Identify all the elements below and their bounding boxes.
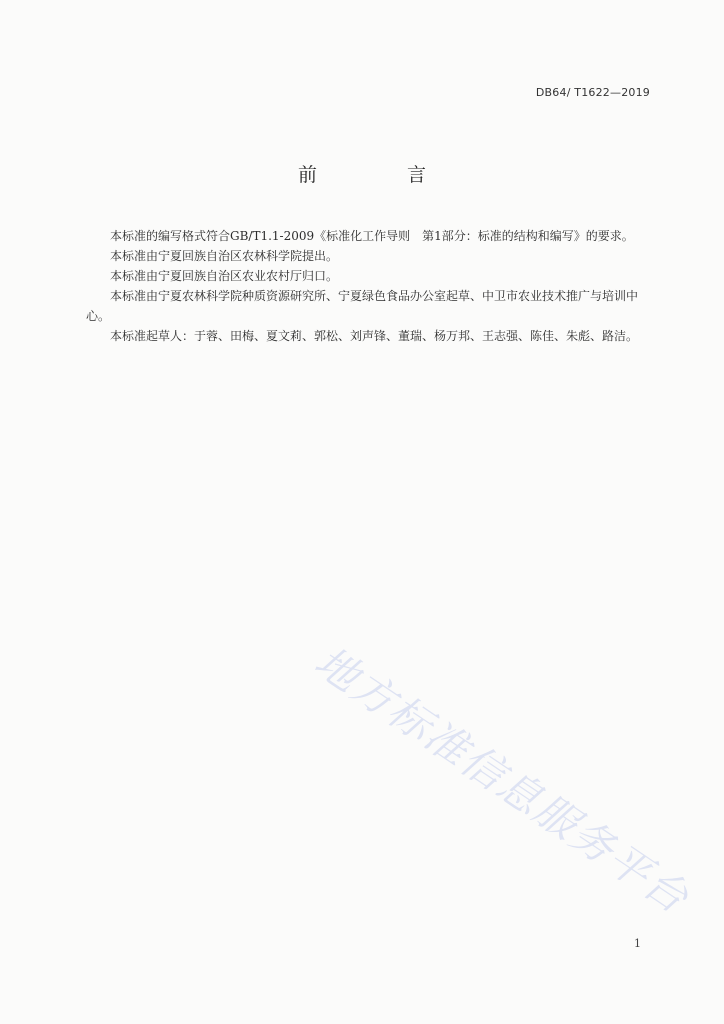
page-number: 1 bbox=[634, 937, 641, 950]
page-title: 前 言 bbox=[297, 164, 469, 186]
paragraph-centralized: 本标准由宁夏回族自治区农业农村厅归口。 bbox=[110, 269, 339, 283]
paragraph-proposer: 本标准由宁夏回族自治区农林科学院提出。 bbox=[110, 249, 339, 263]
foreword-body bbox=[86, 226, 646, 346]
paragraph-drafters: 本标准起草人：于蓉、田梅、夏文莉、郭松、刘声锋、董瑞、杨万邦、王志强、陈佳、朱彪、路洁。 bbox=[110, 329, 639, 343]
paragraph-drafting-units: 本标准由宁夏农林科学院种质资源研究所、宁夏绿色食品办公室起草、中卫市农业技术推广与培训中心。 bbox=[86, 289, 639, 323]
paragraph-format: 本标准的编写格式符合GB/T1.1-2009《标准化工作导则 第1部分：标准的结构和编写》的要求。 bbox=[110, 229, 634, 243]
watermark: 地方标准信息服务平台 bbox=[306, 636, 699, 924]
standard-code: DB64/ T1622—2019 bbox=[535, 86, 650, 99]
